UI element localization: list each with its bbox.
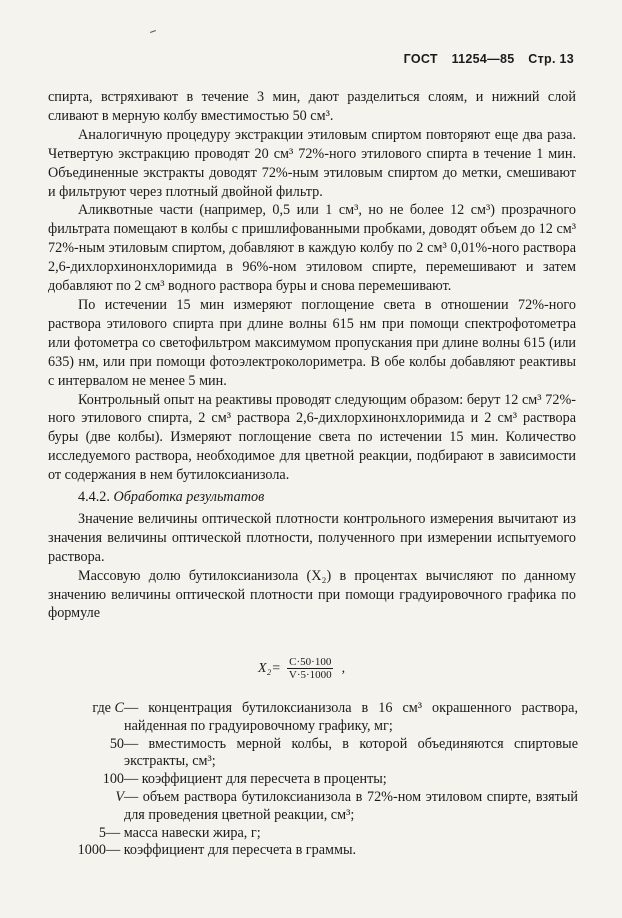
definition-text: — концентрация бутилоксианизола в 16 см³ окрашенного раствора, найденная по градуировочному графику, мг;	[124, 700, 578, 734]
definition-text: — коэффициент для пересчета в проценты;	[124, 771, 387, 788]
paragraph: Контрольный опыт на реактивы проводят следующим образом: берут 12 см³ 72%-ного этилового спирта, 2 см³ раствора 2,6-дихлорхинонхлоримида и 2 см³ раствора буры (две колбы). Измеряют поглощение света по истечении 15 мин. Количество исследуемого раствора, необходимое для цветной реакции, подбирают в зависимости от содержания в нем бутилоксианизола.	[48, 391, 576, 484]
definition-item	[48, 789, 578, 825]
definition-item	[48, 771, 578, 789]
definition-symbol	[48, 825, 106, 843]
formula	[258, 656, 345, 681]
definition-item	[48, 842, 578, 860]
definition-symbol	[48, 842, 106, 860]
definition-item	[48, 825, 578, 843]
body-text	[48, 88, 576, 623]
page-header	[394, 52, 574, 66]
header-number: 11254—85	[451, 52, 515, 66]
subsection-number: 4.4.2.	[78, 489, 110, 506]
definition-symbol-text: V	[115, 788, 124, 805]
formula-lhs: X₂=	[258, 660, 281, 676]
definition-symbol	[48, 700, 124, 736]
formula-numerator: C·50·100	[289, 656, 332, 668]
definition-symbol-text: 100	[102, 771, 124, 788]
paragraph: Значение величины оптической плотности контрольного измерения вычитают из значения величины оптической плотности, полученного при измерении испытуемого раствора.	[48, 510, 576, 565]
subsection-title: Обработка результатов	[113, 489, 265, 506]
definition-item	[48, 700, 578, 736]
header-page: Стр. 13	[528, 52, 574, 66]
scan-speck	[150, 30, 156, 33]
definitions-list	[48, 700, 578, 860]
paragraph: спирта, встряхивают в течение 3 мин, дают разделиться слоям, и нижний слой сливают в мерную колбу вместимостью 50 см³.	[48, 89, 576, 124]
definition-symbol	[48, 789, 124, 825]
paragraph: Аналогичную процедуру экстракции этиловым спиртом повторяют еще два раза. Четвертую экстракцию проводят 20 см³ 72%-ного этилового спирта в течение 1 мин. Объединенные экстракты доводят 72%-ным этиловым спиртом до метки, смешивают и фильтруют через плотный двойной фильтр.	[48, 126, 576, 200]
subsection-heading	[48, 488, 576, 507]
definition-symbol	[48, 736, 124, 772]
paragraph: По истечении 15 мин измеряют поглощение света в отношении 72%-ного раствора этилового спирта при длине волны 615 нм при помощи спектрофотометра или фотометра со светофильтром максимумом пропускания при длине волны 615 (или 635) нм, или при помощи фотоэлектроколориметра. В обе колбы добавляют реактивы с интервалом не менее 5 мин.	[48, 296, 576, 389]
definition-text: — вместимость мерной колбы, в которой объединяются спиртовые экстракты, см³;	[124, 735, 578, 770]
paragraph: Аликвотные части (например, 0,5 или 1 см³, но не более 12 см³) прозрачного фильтрата помещают в колбы с пришлифованными пробками, доводят объем до 12 см³ 72%-ным этиловым спиртом, добавляют в каждую колбу по 2 см³ 0,01%-ного раствора 2,6-дихлорхинонхлоримида в 96%-ном этиловом спирте, перемешивают и затем добавляют по 2 см³ водного раствора буры и снова перемешивают.	[48, 202, 576, 295]
definition-text: — объем раствора бутилоксианизола в 72%-ном этиловом спирте, взятый для проведения цветной реакции, см³;	[124, 788, 578, 823]
paragraph: Массовую долю бутилоксианизола (X₂) в процентах вычисляют по данному значению величины оптической плотности при помощи градуировочного графика по формуле	[48, 567, 576, 622]
definition-symbol-text: C	[114, 700, 124, 716]
definition-symbol-text: 50	[109, 735, 124, 752]
definition-item	[48, 736, 578, 772]
definition-symbol	[48, 771, 124, 789]
definition-text: — коэффициент для пересчета в граммы.	[106, 842, 357, 859]
formula-denominator: V·5·1000	[288, 669, 332, 681]
definition-symbol-text: 5	[98, 824, 106, 841]
formula-tail: ,	[341, 660, 346, 676]
definition-lead: где	[92, 700, 111, 716]
header-standard: ГОСТ	[403, 52, 438, 66]
definition-symbol-text: 1000	[77, 842, 106, 859]
definition-text: — масса навески жира, г;	[106, 824, 261, 841]
formula-fraction	[287, 656, 334, 681]
